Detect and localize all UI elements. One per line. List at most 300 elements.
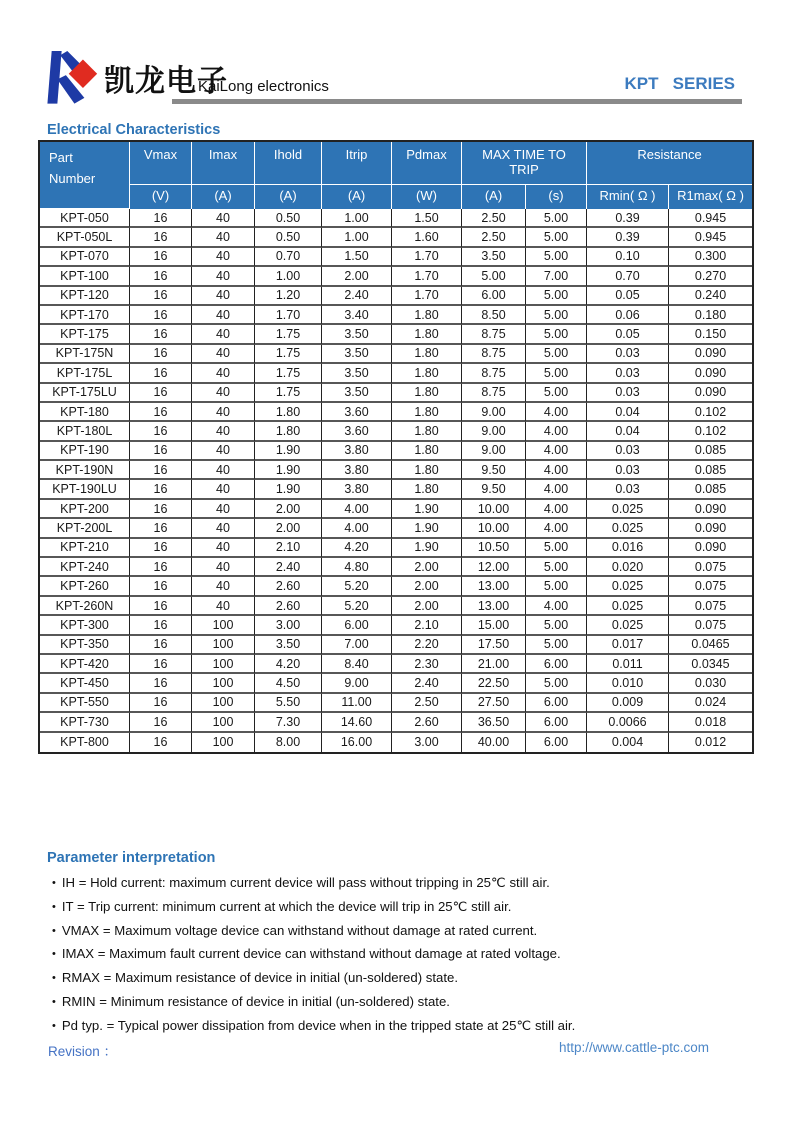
value-cell: 0.05 [587,287,669,306]
value-cell: 2.40 [392,674,462,693]
part-number-cell: KPT-240 [40,558,130,577]
value-cell: 3.50 [322,364,392,383]
unit-header-w: (W) [392,185,462,209]
part-number-cell: KPT-175 [40,325,130,344]
value-cell: 0.50 [255,209,322,228]
table-row [40,384,752,403]
bullet-icon: • [52,877,56,889]
value-cell: 40 [192,500,255,519]
value-cell: 16 [130,422,192,441]
part-number-cell: KPT-200 [40,500,130,519]
value-cell: 4.00 [526,519,587,538]
bullet-icon: • [52,948,56,961]
part-number-cell: KPT-210 [40,539,130,558]
table-row [40,267,752,286]
unit-header-a3: (A) [322,185,392,209]
value-cell: 1.90 [392,500,462,519]
value-cell: 0.024 [669,694,752,713]
value-cell: 0.090 [669,364,752,383]
value-cell: 3.00 [392,733,462,752]
part-number-cell: KPT-175LU [40,384,130,403]
value-cell: 1.20 [255,287,322,306]
value-cell: 100 [192,655,255,674]
table-row [40,519,752,538]
table-row [40,539,752,558]
value-cell: 0.020 [587,558,669,577]
value-cell: 2.00 [255,500,322,519]
value-cell: 1.50 [322,248,392,267]
value-cell: 2.30 [392,655,462,674]
value-cell: 1.80 [255,403,322,422]
value-cell: 0.017 [587,636,669,655]
value-cell: 16 [130,209,192,228]
value-cell: 1.80 [392,384,462,403]
value-cell: 5.00 [526,558,587,577]
value-cell: 4.00 [526,500,587,519]
value-cell: 3.50 [322,384,392,403]
part-number-cell: KPT-190LU [40,480,130,499]
value-cell: 5.00 [526,306,587,325]
value-cell: 0.025 [587,597,669,616]
table-body [40,209,752,752]
part-number-cell: KPT-070 [40,248,130,267]
param-list [52,872,752,1039]
value-cell: 2.60 [392,713,462,732]
value-cell: 11.00 [322,694,392,713]
value-cell: 21.00 [462,655,526,674]
col-header-part-number: Part Number [40,142,130,209]
value-cell: 0.03 [587,480,669,499]
part-number-cell: KPT-050 [40,209,130,228]
value-cell: 9.50 [462,480,526,499]
value-cell: 8.40 [322,655,392,674]
electrical-characteristics-title: Electrical Characteristics [47,122,221,138]
value-cell: 17.50 [462,636,526,655]
table-row [40,345,752,364]
value-cell: 15.00 [462,616,526,635]
value-cell: 0.10 [587,248,669,267]
table-row [40,500,752,519]
value-cell: 0.03 [587,345,669,364]
value-cell: 1.80 [392,364,462,383]
value-cell: 1.90 [255,480,322,499]
table-row [40,287,752,306]
value-cell: 2.10 [255,539,322,558]
value-cell: 8.75 [462,384,526,403]
value-cell: 1.75 [255,345,322,364]
value-cell: 1.80 [392,461,462,480]
value-cell: 0.102 [669,403,752,422]
value-cell: 40 [192,248,255,267]
value-cell: 0.085 [669,461,752,480]
value-cell: 0.05 [587,325,669,344]
value-cell: 5.00 [526,674,587,693]
value-cell: 0.945 [669,228,752,247]
table-row [40,733,752,752]
value-cell: 2.20 [392,636,462,655]
part-number-cell: KPT-180L [40,422,130,441]
value-cell: 4.00 [526,422,587,441]
value-cell: 22.50 [462,674,526,693]
table-row [40,306,752,325]
value-cell: 16 [130,461,192,480]
series-title: KPT SERIES [624,74,735,93]
value-cell: 5.00 [526,287,587,306]
part-number-cell: KPT-100 [40,267,130,286]
col-header-vmax: Vmax [130,142,192,185]
value-cell: 16 [130,403,192,422]
value-cell: 1.70 [392,267,462,286]
value-cell: 16.00 [322,733,392,752]
value-cell: 0.090 [669,345,752,364]
value-cell: 27.50 [462,694,526,713]
kailong-logo-icon [44,51,102,105]
part-number-cell: KPT-180 [40,403,130,422]
part-number-cell: KPT-260 [40,577,130,596]
value-cell: 0.025 [587,500,669,519]
value-cell: 6.00 [526,694,587,713]
value-cell: 1.70 [255,306,322,325]
value-cell: 40.00 [462,733,526,752]
value-cell: 0.010 [587,674,669,693]
value-cell: 5.00 [526,577,587,596]
value-cell: 5.00 [526,345,587,364]
value-cell: 5.00 [526,209,587,228]
table-row [40,209,752,228]
bullet-icon: • [52,900,56,913]
parameter-interpretation-title: Parameter interpretation [47,850,216,866]
value-cell: 2.50 [462,228,526,247]
value-cell: 2.00 [392,558,462,577]
value-cell: 16 [130,384,192,403]
value-cell: 1.90 [255,461,322,480]
value-cell: 6.00 [526,733,587,752]
param-bullet: • Pd typ. = Typical power dissipation from device when in the tripped state at 25℃ still air. [52,1017,576,1033]
value-cell: 1.90 [255,442,322,461]
value-cell: 2.00 [255,519,322,538]
value-cell: 0.085 [669,442,752,461]
value-cell: 3.50 [322,345,392,364]
value-cell: 3.80 [322,480,392,499]
value-cell: 0.075 [669,597,752,616]
value-cell: 0.270 [669,267,752,286]
value-cell: 0.011 [587,655,669,674]
value-cell: 16 [130,713,192,732]
value-cell: 5.00 [526,325,587,344]
table-row [40,694,752,713]
value-cell: 5.00 [526,248,587,267]
value-cell: 0.03 [587,384,669,403]
part-number-cell: KPT-550 [40,694,130,713]
value-cell: 40 [192,480,255,499]
value-cell: 1.80 [392,422,462,441]
value-cell: 8.75 [462,364,526,383]
revision-label: Revision ： [48,1044,118,1059]
value-cell: 1.75 [255,384,322,403]
value-cell: 10.00 [462,519,526,538]
value-cell: 2.60 [255,577,322,596]
value-cell: 0.04 [587,403,669,422]
website-link[interactable]: http://www.cattle-ptc.com [558,1040,709,1055]
param-bullet: • IT = Trip current: minimum current at which the device will trip in 25℃ still air. [52,898,512,914]
value-cell: 4.20 [322,539,392,558]
value-cell: 1.80 [392,345,462,364]
value-cell: 100 [192,733,255,752]
col-header-pdmax: Pdmax [392,142,462,185]
value-cell: 4.00 [322,500,392,519]
param-bullet: • VMAX = Maximum voltage device can withstand without damage at rated current. [52,922,538,938]
value-cell: 1.80 [392,403,462,422]
value-cell: 0.090 [669,539,752,558]
value-cell: 16 [130,616,192,635]
unit-header-a2: (A) [255,185,322,209]
value-cell: 7.00 [526,267,587,286]
value-cell: 16 [130,500,192,519]
value-cell: 2.00 [392,577,462,596]
value-cell: 0.04 [587,422,669,441]
value-cell: 40 [192,442,255,461]
value-cell: 1.90 [392,539,462,558]
table-row [40,364,752,383]
value-cell: 16 [130,267,192,286]
unit-header-s: (s) [526,185,587,209]
value-cell: 0.102 [669,422,752,441]
table-row [40,228,752,247]
value-cell: 16 [130,345,192,364]
value-cell: 1.00 [322,228,392,247]
value-cell: 0.090 [669,384,752,403]
value-cell: 0.016 [587,539,669,558]
value-cell: 1.80 [392,306,462,325]
value-cell: 14.60 [322,713,392,732]
value-cell: 4.20 [255,655,322,674]
value-cell: 1.75 [255,325,322,344]
unit-header-r1max: R1max( Ω ) [669,185,752,209]
value-cell: 40 [192,461,255,480]
value-cell: 10.50 [462,539,526,558]
value-cell: 8.75 [462,325,526,344]
value-cell: 1.90 [392,519,462,538]
col-header-imax: Imax [192,142,255,185]
value-cell: 16 [130,558,192,577]
table-row [40,674,752,693]
value-cell: 1.50 [392,209,462,228]
value-cell: 1.70 [392,248,462,267]
param-bullet: • RMIN = Minimum resistance of device in initial (un-soldered) state. [52,993,450,1009]
value-cell: 0.150 [669,325,752,344]
value-cell: 4.00 [322,519,392,538]
value-cell: 40 [192,577,255,596]
value-cell: 0.075 [669,577,752,596]
value-cell: 0.090 [669,500,752,519]
value-cell: 0.03 [587,461,669,480]
value-cell: 2.00 [322,267,392,286]
value-cell: 2.50 [392,694,462,713]
value-cell: 2.10 [392,616,462,635]
value-cell: 36.50 [462,713,526,732]
col-header-itrip: Itrip [322,142,392,185]
param-bullet: • IMAX = Maximum fault current device can withstand without damage at rated voltage. [52,946,561,962]
value-cell: 40 [192,228,255,247]
part-number-cell: KPT-120 [40,287,130,306]
table-row [40,422,752,441]
value-cell: 0.090 [669,519,752,538]
value-cell: 8.50 [462,306,526,325]
table-row [40,636,752,655]
part-number-cell: KPT-190N [40,461,130,480]
value-cell: 1.70 [392,287,462,306]
value-cell: 16 [130,306,192,325]
value-cell: 0.004 [587,733,669,752]
value-cell: 0.945 [669,209,752,228]
part-number-cell: KPT-170 [40,306,130,325]
col-header-max-time-to-trip: MAX TIME TO TRIP [462,142,587,185]
value-cell: 6.00 [526,655,587,674]
value-cell: 0.009 [587,694,669,713]
value-cell: 16 [130,636,192,655]
value-cell: 13.00 [462,577,526,596]
value-cell: 16 [130,694,192,713]
value-cell: 16 [130,519,192,538]
value-cell: 3.00 [255,616,322,635]
table-row [40,577,752,596]
value-cell: 1.80 [392,442,462,461]
value-cell: 3.50 [255,636,322,655]
value-cell: 0.180 [669,306,752,325]
value-cell: 0.39 [587,209,669,228]
value-cell: 40 [192,267,255,286]
part-number-cell: KPT-175N [40,345,130,364]
value-cell: 5.50 [255,694,322,713]
value-cell: 1.80 [392,325,462,344]
value-cell: 0.030 [669,674,752,693]
logo-chinese-text: 凯龙电子 [104,64,228,99]
value-cell: 40 [192,325,255,344]
value-cell: 4.00 [526,480,587,499]
value-cell: 40 [192,597,255,616]
part-number-cell: KPT-260N [40,597,130,616]
value-cell: 2.50 [462,209,526,228]
value-cell: 40 [192,306,255,325]
bullet-icon: • [52,972,56,985]
part-number-cell: KPT-350 [40,636,130,655]
value-cell: 0.06 [587,306,669,325]
value-cell: 4.00 [526,442,587,461]
table-row [40,616,752,635]
part-number-cell: KPT-200L [40,519,130,538]
value-cell: 16 [130,442,192,461]
value-cell: 0.0345 [669,655,752,674]
value-cell: 0.025 [587,616,669,635]
value-cell: 16 [130,597,192,616]
unit-header-rmin: Rmin( Ω ) [587,185,669,209]
value-cell: 40 [192,519,255,538]
table-row [40,597,752,616]
bullet-icon: • [52,924,56,937]
col-header-ihold: Ihold [255,142,322,185]
value-cell: 40 [192,403,255,422]
value-cell: 0.0066 [587,713,669,732]
value-cell: 1.80 [392,480,462,499]
header-divider [172,99,742,104]
value-cell: 6.00 [322,616,392,635]
value-cell: 40 [192,384,255,403]
value-cell: 0.075 [669,558,752,577]
table-row [40,461,752,480]
value-cell: 1.00 [255,267,322,286]
value-cell: 16 [130,577,192,596]
electrical-characteristics-table [38,140,754,754]
value-cell: 3.40 [322,306,392,325]
value-cell: 16 [130,480,192,499]
value-cell: 7.30 [255,713,322,732]
value-cell: 4.00 [526,597,587,616]
value-cell: 9.00 [462,442,526,461]
value-cell: 40 [192,209,255,228]
value-cell: 16 [130,364,192,383]
value-cell: 1.00 [322,209,392,228]
value-cell: 0.240 [669,287,752,306]
value-cell: 0.025 [587,519,669,538]
value-cell: 1.80 [255,422,322,441]
part-number-cell: KPT-450 [40,674,130,693]
value-cell: 6.00 [526,713,587,732]
table-row [40,248,752,267]
unit-header-a4: (A) [462,185,526,209]
value-cell: 5.20 [322,577,392,596]
value-cell: 8.75 [462,345,526,364]
value-cell: 5.00 [526,384,587,403]
value-cell: 4.50 [255,674,322,693]
value-cell: 16 [130,655,192,674]
table-row [40,713,752,732]
value-cell: 3.60 [322,403,392,422]
part-number-cell: KPT-300 [40,616,130,635]
value-cell: 3.80 [322,461,392,480]
value-cell: 0.0465 [669,636,752,655]
value-cell: 16 [130,674,192,693]
value-cell: 1.75 [255,364,322,383]
value-cell: 16 [130,539,192,558]
value-cell: 10.00 [462,500,526,519]
value-cell: 0.03 [587,442,669,461]
value-cell: 16 [130,733,192,752]
bullet-icon: • [52,995,56,1008]
param-bullet: • IH = Hold current: maximum current device will pass without tripping in 25℃ still air. [52,875,550,890]
value-cell: 2.40 [322,287,392,306]
value-cell: 40 [192,345,255,364]
value-cell: 9.00 [322,674,392,693]
part-number-cell: KPT-050L [40,228,130,247]
part-number-cell: KPT-420 [40,655,130,674]
part-number-cell: KPT-175L [40,364,130,383]
value-cell: 4.80 [322,558,392,577]
value-cell: 12.00 [462,558,526,577]
value-cell: 40 [192,287,255,306]
unit-header-a1: (A) [192,185,255,209]
value-cell: 40 [192,422,255,441]
value-cell: 0.39 [587,228,669,247]
value-cell: 0.025 [587,577,669,596]
value-cell: 9.00 [462,422,526,441]
value-cell: 5.00 [526,616,587,635]
value-cell: 5.20 [322,597,392,616]
table-row [40,403,752,422]
value-cell: 0.70 [255,248,322,267]
value-cell: 3.80 [322,442,392,461]
part-number-cell: KPT-190 [40,442,130,461]
table-row [40,558,752,577]
